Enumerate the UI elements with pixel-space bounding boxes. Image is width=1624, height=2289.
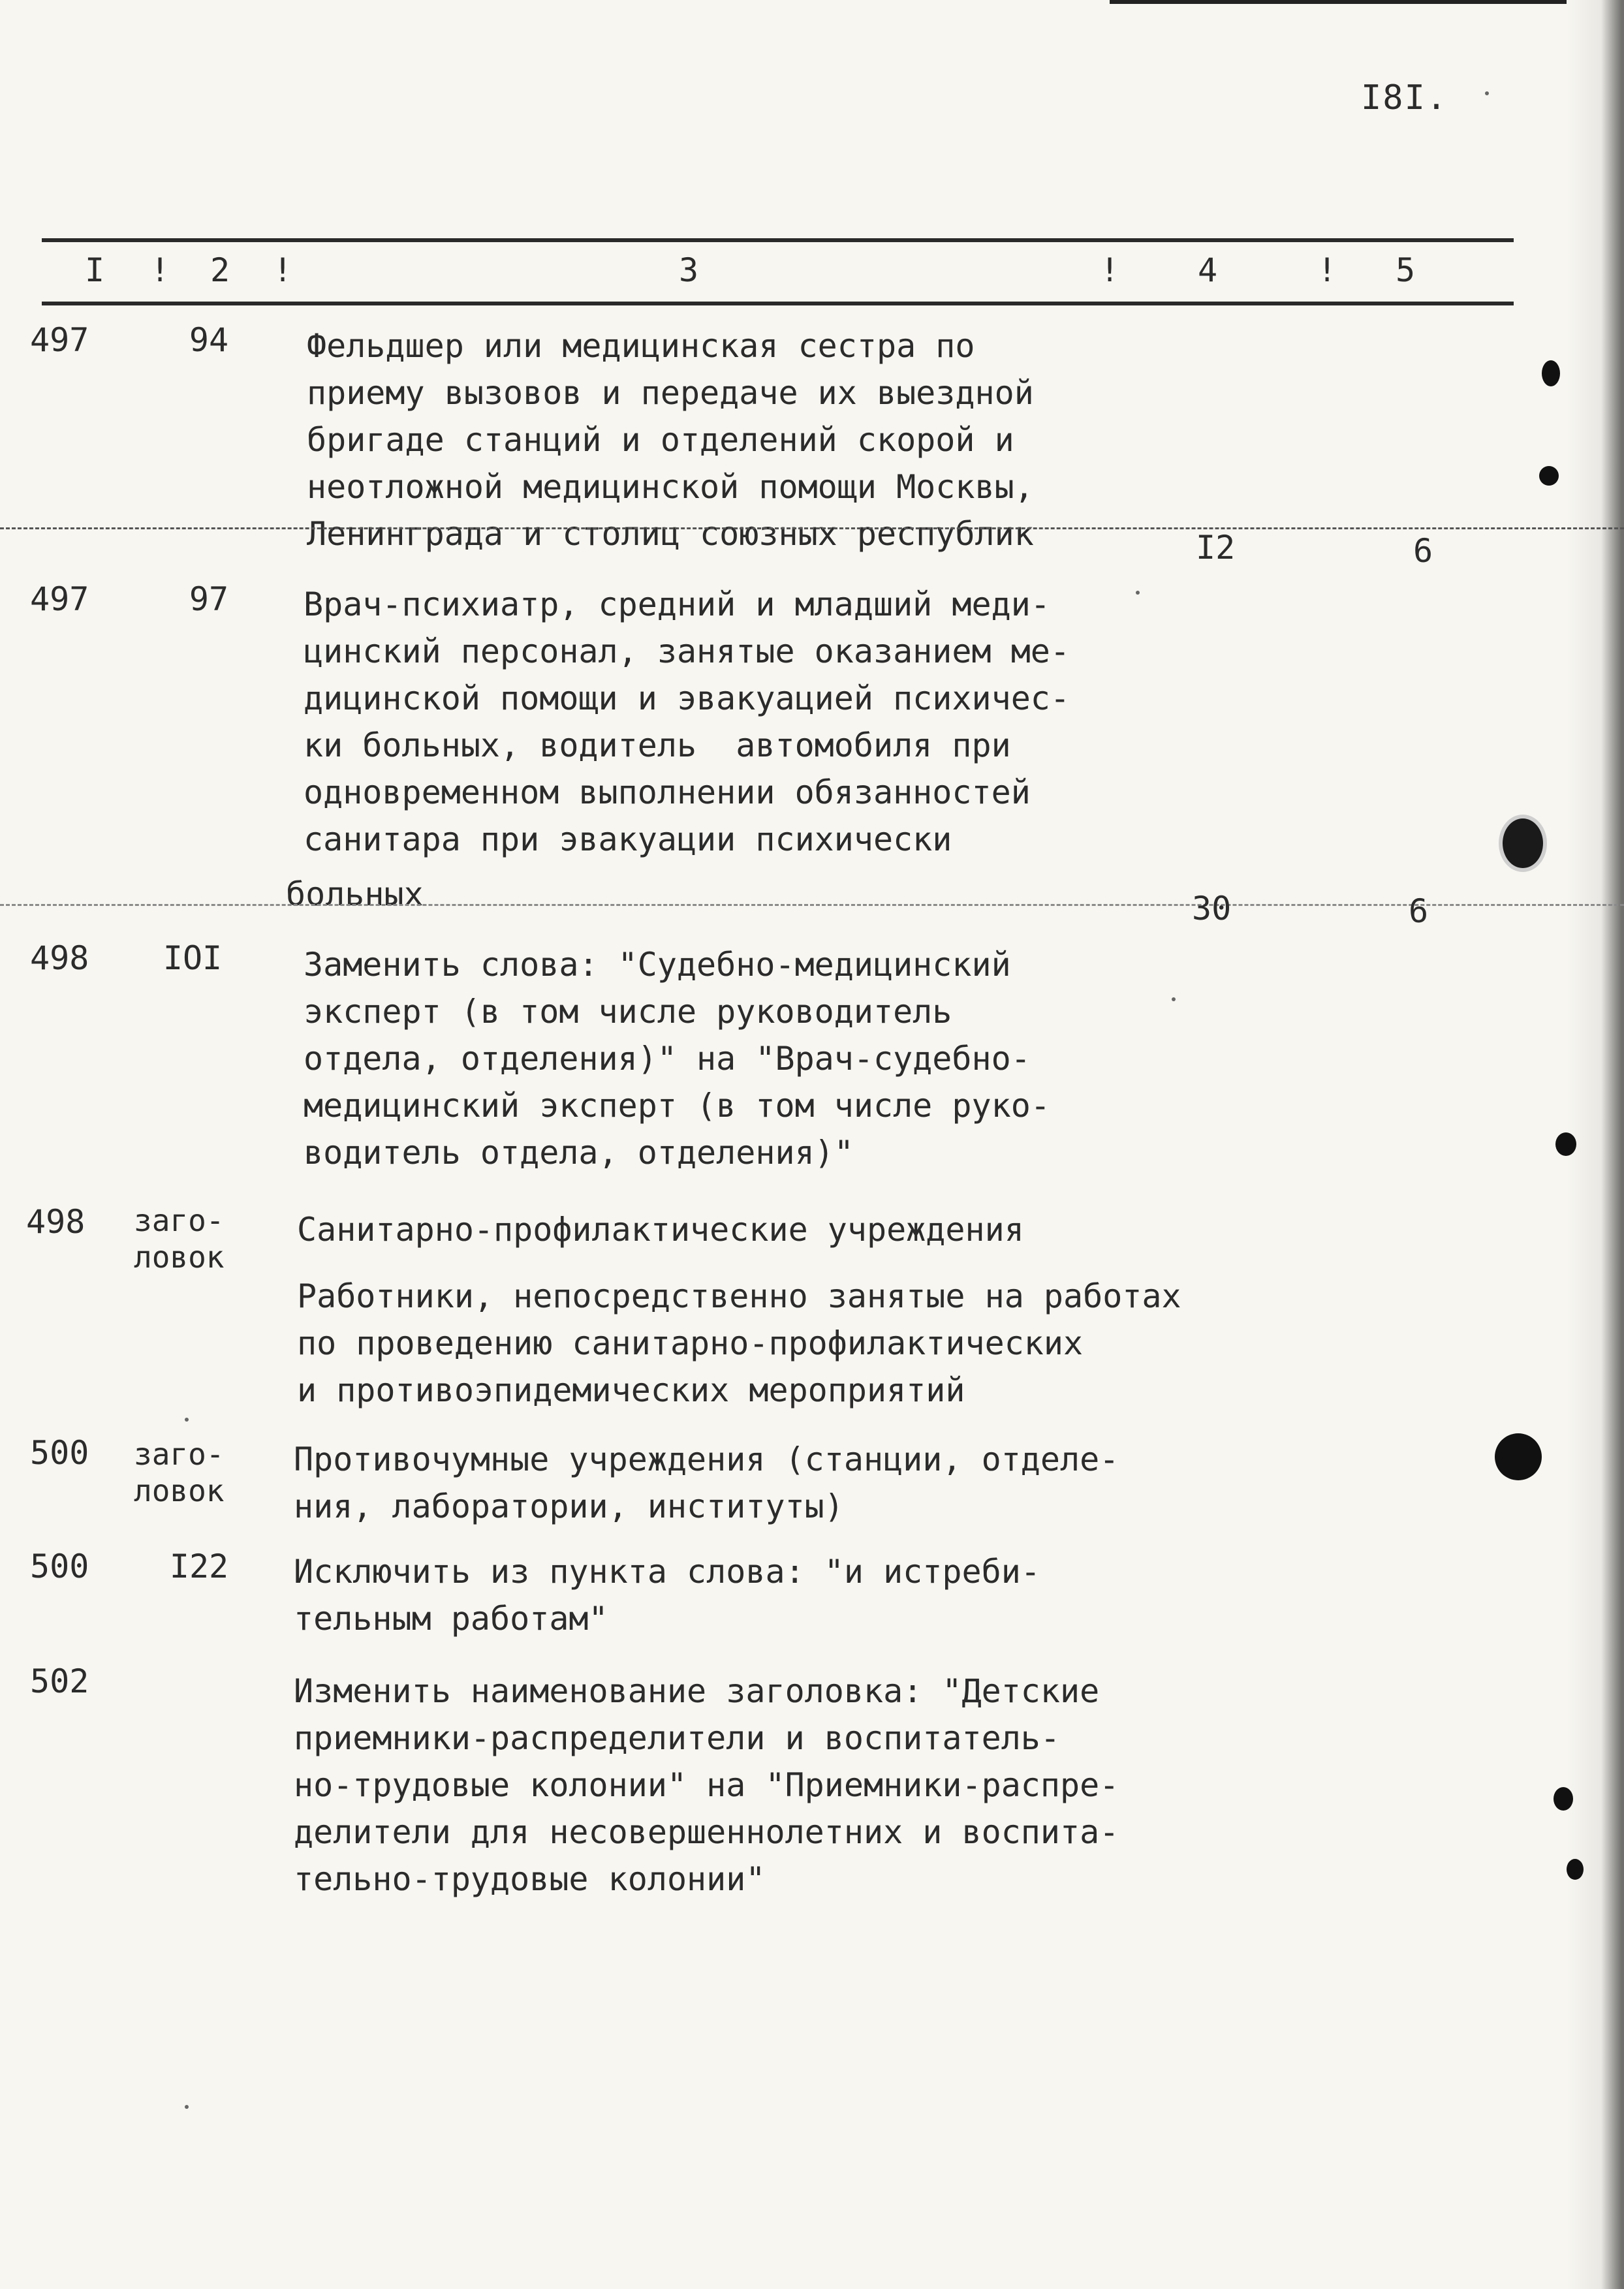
scan-edge-top: [1110, 0, 1567, 4]
header-col2: 2: [210, 251, 230, 289]
header-col3: 3: [679, 251, 699, 289]
page-number: I8I.: [1361, 78, 1448, 117]
row2-col5: 6: [1409, 892, 1429, 930]
row2-separator: [0, 904, 1624, 906]
ink-spot: [1567, 1859, 1584, 1880]
ink-spot: [1555, 1132, 1576, 1156]
row4-col1: 498: [26, 1203, 86, 1241]
row7-col2: I22: [169, 1548, 229, 1585]
row4-col2: заго- ловок: [134, 1203, 225, 1275]
ink-spot: [1554, 1787, 1573, 1811]
ink-spot: [1542, 360, 1560, 386]
header-col4: 4: [1198, 251, 1218, 289]
row8-col3: Изменить наименование заголовка: "Детские приемники-распределители и воспитатель- но-трудовые колонии" на "Приемники-распре- делители для несовершеннолетних и воспита- тельно-трудовые колонии": [294, 1672, 1119, 1898]
row6-col3: Противочумные учреждения (станции, отделе- ния, лаборатории, институты): [294, 1440, 1119, 1525]
table-header-rule: [42, 302, 1514, 305]
row2-col2: 97: [189, 580, 229, 618]
speck: [1136, 591, 1140, 595]
speck: [185, 2105, 189, 2109]
row5-col3: Работники, непосредственно занятые на работах по проведению санитарно-профилактических и противоэпидемических мероприятий: [297, 1277, 1181, 1409]
row1-col4: I2: [1196, 529, 1236, 567]
table-top-rule: [42, 238, 1514, 242]
row7-col1: 500: [30, 1548, 89, 1585]
row1-col1: 497: [30, 321, 89, 359]
row3-col1: 498: [30, 939, 89, 977]
row1-col2: 94: [189, 321, 229, 359]
header-sep-1: !: [150, 251, 170, 289]
header-sep-2: !: [273, 251, 293, 289]
ink-spot: [1539, 466, 1559, 486]
row6-col1: 500: [30, 1434, 89, 1472]
row2-col3-tail: больных: [286, 875, 424, 913]
speck: [185, 1418, 189, 1422]
row2-col3: Врач-психиатр, средний и младший меди- цинский персонал, занятые оказанием ме- дицинской помощи и эвакуацией психичес- ки больных, водитель автомобиля при одновременном выполнении обязанностей санитара при эвакуации психически: [304, 585, 1070, 858]
row3-col2: IOI: [163, 939, 223, 977]
row1-col5: 6: [1413, 532, 1433, 570]
speck: [1485, 91, 1489, 95]
row4-col3: Санитарно-профилактические учреждения: [297, 1211, 1024, 1249]
row1-col3: Фельдшер или медицинская сестра по приему вызовов и передаче их выездной бригаде станций и отделений скорой и неотложной медицинской помощи Москвы, Ленинграда и столиц союзных республик: [307, 327, 1034, 553]
row7-col3: Исключить из пункта слова: "и истреби- тельным работам": [294, 1553, 1040, 1638]
header-col1: I: [85, 251, 105, 289]
binder-hole: [1495, 1433, 1542, 1480]
row3-col3: Заменить слова: "Судебно-медицинский эксперт (в том числе руководитель отдела, отделения)" на "Врач-судебно- медицинский эксперт (в том числе руко- водитель отдела, отделения)": [304, 946, 1050, 1172]
row2-col4: 30: [1192, 890, 1232, 927]
row8-col1: 502: [30, 1662, 89, 1700]
speck: [1172, 997, 1176, 1001]
row2-col1: 497: [30, 580, 89, 618]
row1-separator: [0, 527, 1624, 529]
binder-hole: [1499, 815, 1547, 872]
row6-col2: заго- ловок: [134, 1437, 225, 1508]
header-sep-4: !: [1317, 251, 1337, 289]
header-col5: 5: [1396, 251, 1416, 289]
header-sep-3: !: [1100, 251, 1120, 289]
